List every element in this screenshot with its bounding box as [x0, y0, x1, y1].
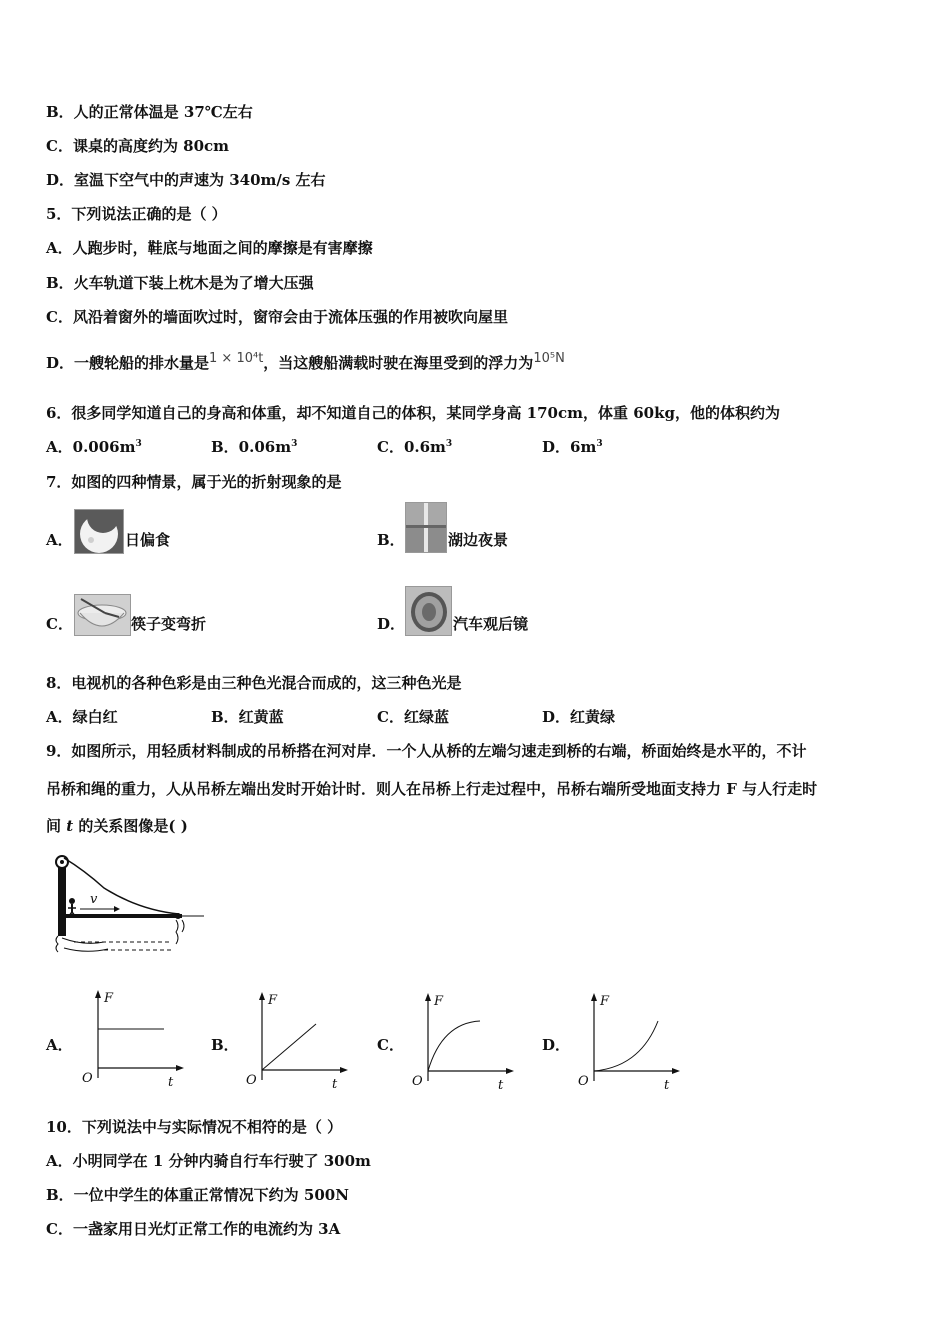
solar-eclipse-image: [74, 509, 124, 554]
question-5-option-a: A．人跑步时，鞋底与地面之间的摩擦是有害摩擦: [46, 239, 373, 257]
q7-option-b-text: 湖边夜景: [448, 531, 509, 549]
graph-c-concave-down: [408, 991, 518, 1093]
lake-night-image: [405, 502, 447, 553]
axis-f-label: F: [268, 993, 278, 1008]
axis-t-label: t: [332, 1077, 338, 1092]
question-8-option-a: A．绿白红: [46, 708, 118, 726]
option-c-desk-height: C．课桌的高度约为 80cm: [46, 137, 230, 155]
question-10-option-a: A．小明同学在 1 分钟内骑自行车行驶了 300m: [46, 1152, 371, 1170]
q5d-text-pre: D．一艘轮船的排水量是: [46, 354, 210, 372]
q7-option-b-letter: B．: [377, 531, 405, 549]
q7-option-d-letter: D．: [377, 615, 406, 633]
q7-option-c-letter: C．: [46, 615, 73, 633]
graph-a-constant: [78, 988, 188, 1090]
question-6-option-a: A．$0.006m^3$: [46, 438, 142, 456]
question-9-stem-line3: 间 t 的关系图像是( ): [46, 817, 188, 835]
question-9-stem-line2: 吊桥和绳的重力，人从吊桥左端出发时开始计时．则人在吊桥上行走过程中，吊桥右端所受地面支持力 F 与人行走时: [46, 780, 818, 798]
question-10-option-c: C．一盏家用日光灯正常工作的电流约为 3A: [46, 1220, 341, 1238]
axis-f-label: F: [104, 991, 114, 1006]
graph-b-linear: [242, 990, 352, 1092]
question-9-stem-line1: 9．如图所示，用轻质材料制成的吊桥搭在河对岸．一个人从桥的左端匀速走到桥的右端，桥面始终是水平的，不计: [46, 742, 807, 760]
q9-option-d-letter: D．: [542, 1036, 571, 1054]
q7-option-d-text: 汽车观后镜: [453, 615, 529, 633]
drawbridge-diagram: [44, 850, 209, 958]
q5d-text-mid: ，当这艘船满载时驶在海里受到的浮力为: [263, 354, 534, 372]
question-7-stem: 7．如图的四种情景，属于光的折射现象的是: [46, 473, 342, 491]
formula-buoyancy: 10⁵N: [533, 351, 565, 366]
bent-chopsticks-image: [74, 594, 131, 636]
axis-t-label: t: [498, 1078, 504, 1093]
question-8-option-c: C．红绿蓝: [377, 708, 449, 726]
axis-t-label: t: [664, 1078, 670, 1093]
question-10-option-b: B．一位中学生的体重正常情况下约为 500N: [46, 1186, 349, 1204]
axis-o-label: O: [412, 1074, 423, 1089]
car-mirror-image: [405, 586, 452, 636]
option-b-body-temperature: B．人的正常体温是 37℃左右: [46, 103, 253, 121]
question-8-option-d: D．红黄绿: [542, 708, 616, 726]
velocity-label: v: [90, 892, 98, 907]
q9-option-a-letter: A．: [46, 1036, 73, 1054]
question-6-stem: 6．很多同学知道自己的身高和体重，却不知道自己的体积，某同学身高 170cm，体重 60kg，他的体积约为: [46, 404, 780, 422]
axis-o-label: O: [82, 1071, 93, 1086]
question-5-option-c: C．风沿着窗外的墙面吹过时，窗帘会由于流体压强的作用被吹向屋里: [46, 308, 508, 326]
q7-option-a-text: 日偏食: [125, 531, 171, 549]
axis-f-label: F: [434, 994, 444, 1009]
q9-option-b-letter: B．: [211, 1036, 239, 1054]
graph-d-concave-up: [574, 991, 684, 1093]
question-6-option-b: B．$0.06m^3$: [211, 438, 298, 456]
question-6-option-d: D．$6m^3$: [542, 438, 603, 456]
question-5-option-d: [46, 353, 565, 375]
question-5-stem: 5．下列说法正确的是（ ）: [46, 205, 227, 223]
question-5-option-b: B．火车轨道下装上枕木是为了增大压强: [46, 274, 314, 292]
axis-o-label: O: [578, 1074, 589, 1089]
q7-option-c-text: 筷子变弯折: [131, 615, 207, 633]
axis-t-label: t: [168, 1075, 174, 1090]
question-6-option-c: C．$0.6m^3$: [377, 438, 453, 456]
q9-option-c-letter: C．: [377, 1036, 404, 1054]
question-8-option-b: B．红黄蓝: [211, 708, 284, 726]
question-8-stem: 8．电视机的各种色彩是由三种色光混合而成的，这三种色光是: [46, 674, 462, 692]
axis-f-label: F: [600, 994, 610, 1009]
axis-o-label: O: [246, 1073, 257, 1088]
question-10-stem: 10．下列说法中与实际情况不相符的是（ ）: [46, 1118, 343, 1136]
option-d-sound-speed: D．室温下空气中的声速为 340m/s 左右: [46, 171, 326, 189]
formula-displacement: 1 × 10⁴t: [209, 351, 264, 366]
q7-option-a-letter: A．: [46, 531, 73, 549]
